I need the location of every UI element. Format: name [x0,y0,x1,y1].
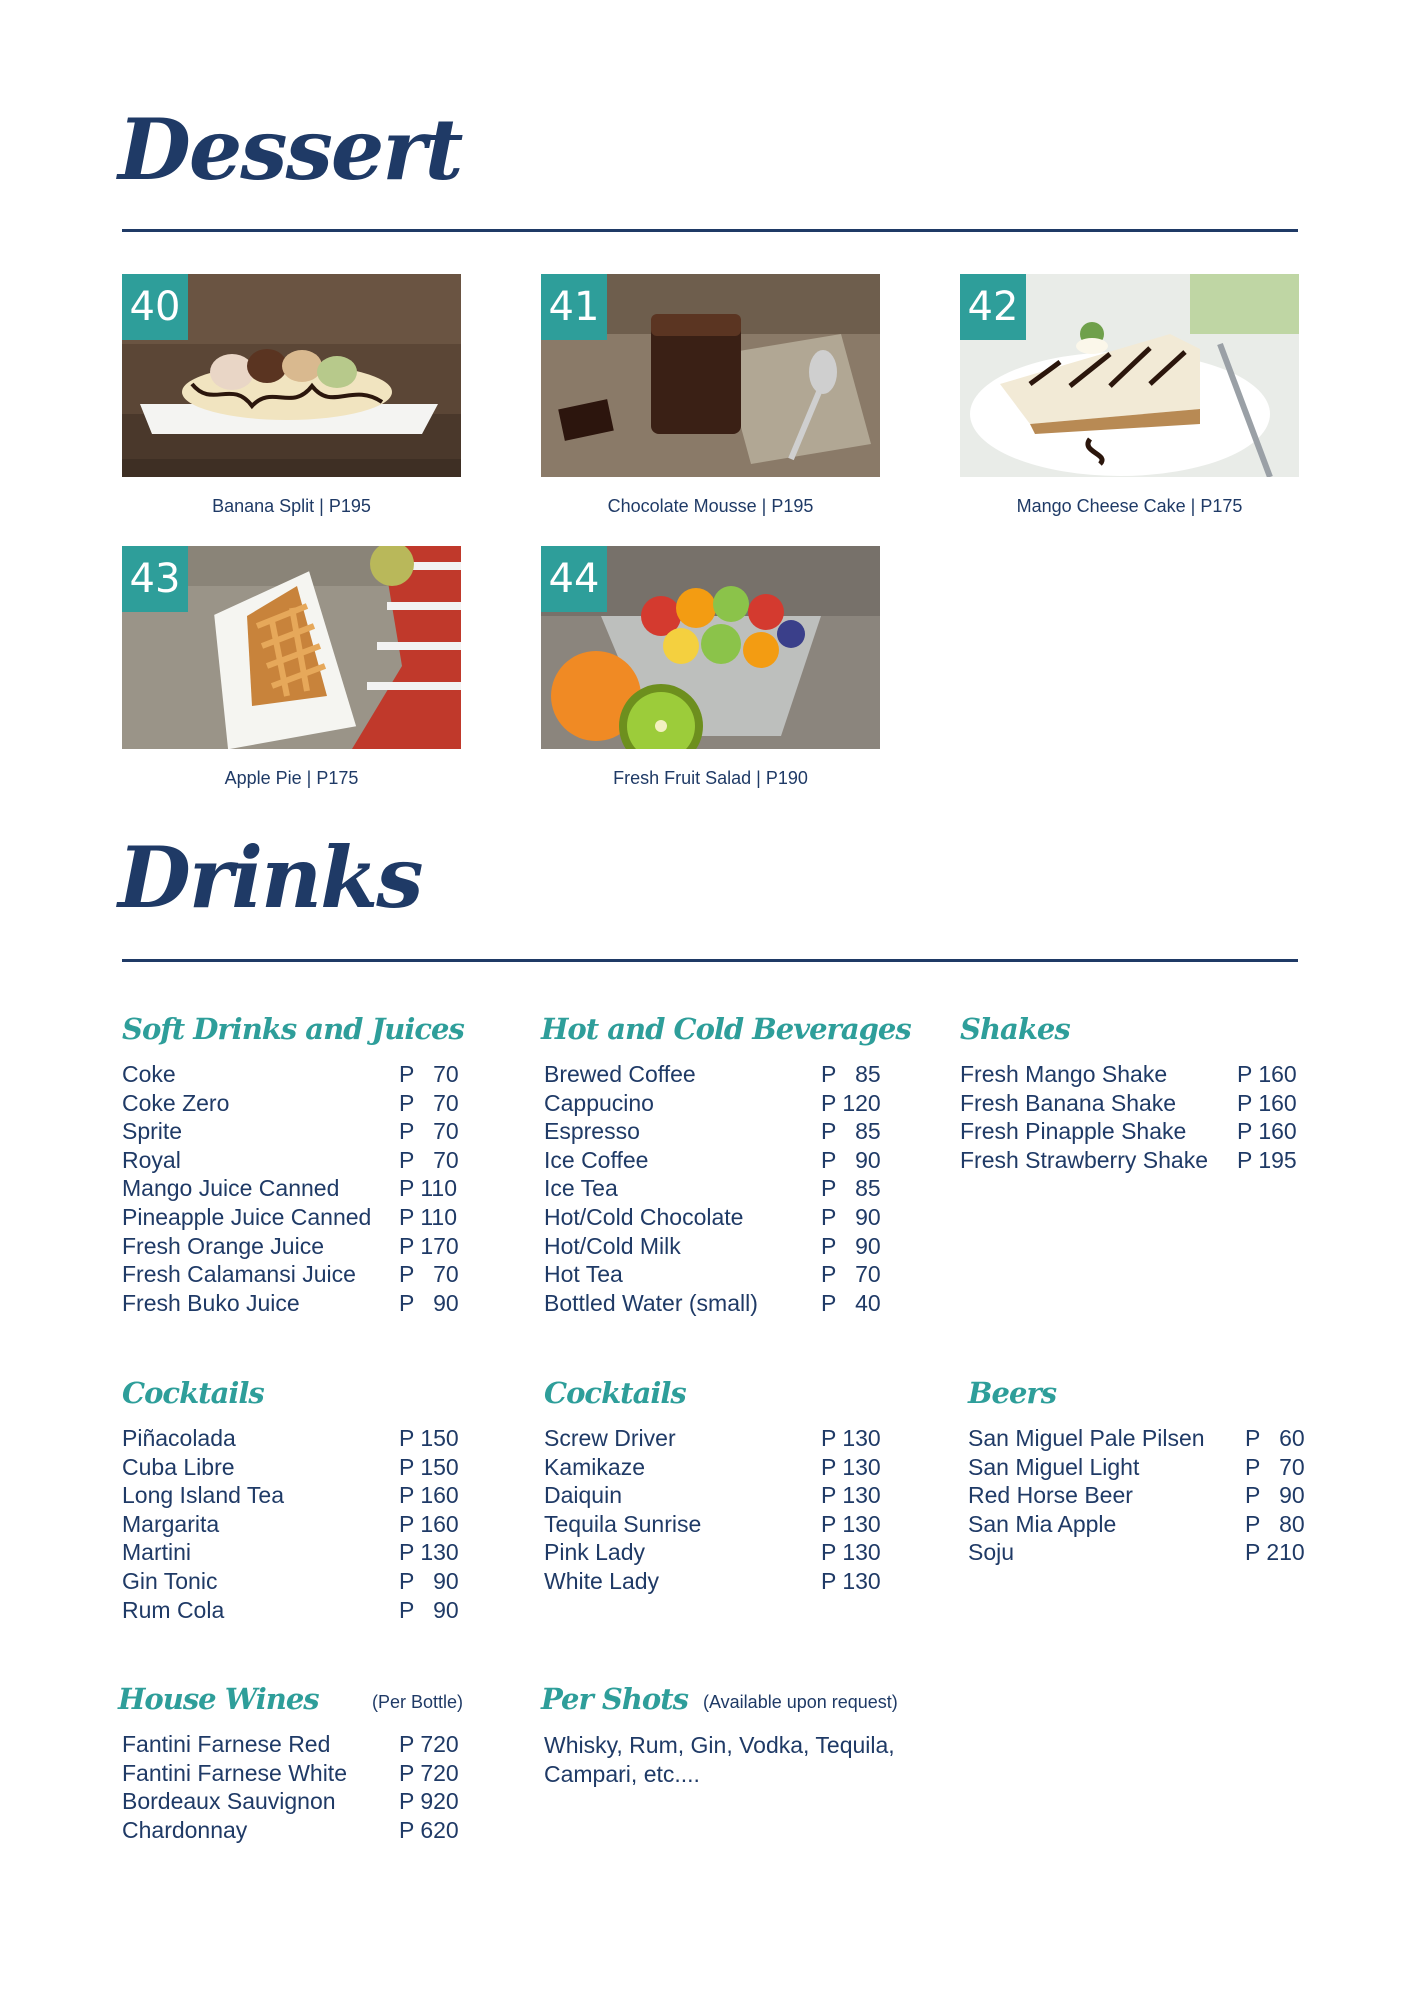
item-price: P 80 [1245,1510,1305,1537]
menu-item-row [544,1232,884,1261]
item-name: Margarita [122,1510,220,1537]
shakes-heading: Shakes [960,1012,1070,1046]
drinks-divider [122,959,1298,962]
item-price: P 120 [821,1089,881,1116]
menu-item-row [960,1146,1300,1175]
item-name: Bottled Water (small) [544,1289,758,1316]
fresh-fruit-salad-photo [541,546,880,749]
menu-item-row [122,1567,462,1596]
item-name: Kamikaze [544,1453,645,1480]
per-shots-line: Whisky, Rum, Gin, Vodka, Tequila, [544,1732,895,1758]
menu-item-row [544,1481,884,1510]
menu-item-row [122,1289,462,1318]
menu-item-row [122,1730,462,1759]
item-name: Fresh Buko Juice [122,1289,300,1316]
menu-item-row [122,1089,462,1118]
item-price: P 720 [399,1731,459,1757]
menu-item-row [960,1117,1300,1146]
item-price: P 70 [399,1089,459,1116]
item-price: P 130 [821,1539,881,1566]
item-price: P 90 [821,1232,881,1259]
soft-drinks-list [122,1060,462,1317]
item-name: Screw Driver [544,1425,676,1451]
menu-item-row [968,1481,1308,1510]
banana-split-photo [122,274,461,477]
menu-item-row [122,1260,462,1289]
cocktails-heading-2: Cocktails [544,1376,686,1410]
menu-item-row [122,1424,462,1453]
item-name: San Miguel Pale Pilsen [968,1425,1205,1451]
drinks-title: Drinks [118,828,422,927]
per-shots-heading: Per Shots [541,1682,688,1716]
menu-item-row [544,1203,884,1232]
menu-item-row [122,1538,462,1567]
item-name: Cuba Libre [122,1453,235,1480]
item-name: Bordeaux Sauvignon [122,1788,336,1815]
item-name: Fantini Farnese White [122,1759,347,1786]
item-price: P 90 [1245,1482,1305,1509]
menu-item-row [544,1424,884,1453]
item-name: Piñacolada [122,1425,236,1451]
cocktails-list [122,1424,462,1624]
menu-item-row [122,1203,462,1232]
cocktails-heading: Cocktails [122,1376,264,1410]
menu-item-row [544,1089,884,1118]
item-price: P 720 [399,1759,459,1786]
menu-item-row [122,1453,462,1482]
apple-pie-caption: Apple Pie | P175 [224,768,359,788]
item-name: Espresso [544,1118,640,1145]
item-name: Fresh Mango Shake [960,1061,1168,1087]
item-price: P 85 [821,1175,881,1202]
item-name: Ice Coffee [544,1146,649,1173]
item-name: Rum Cola [122,1596,225,1623]
item-name: Royal [122,1146,181,1173]
menu-item-row [544,1146,884,1175]
menu-item-row [544,1567,884,1596]
menu-item-row [544,1453,884,1482]
cocktails-list-2 [544,1424,884,1596]
chocolate-mousse-photo [541,274,880,477]
menu-item-row [544,1510,884,1539]
menu-item-row [544,1538,884,1567]
beers-heading: Beers [968,1376,1057,1410]
item-name: Cappucino [544,1089,654,1116]
item-name: Sprite [122,1118,183,1145]
item-name: White Lady [544,1567,660,1594]
menu-item-row [122,1232,462,1261]
item-name: Chardonnay [122,1816,248,1843]
item-price: P 90 [821,1146,881,1173]
item-number-badge: 40 [122,274,188,340]
item-name: Fantini Farnese Red [122,1731,331,1757]
menu-item-row [122,1787,462,1816]
item-name: Red Horse Beer [968,1482,1133,1509]
item-name: Martini [122,1539,192,1566]
item-name: Tequila Sunrise [544,1510,702,1537]
item-price: P 40 [821,1289,881,1316]
item-number-badge: 41 [541,274,607,340]
item-price: P 160 [1237,1118,1297,1145]
item-price: P 160 [399,1482,459,1509]
item-price: P 195 [1237,1146,1297,1173]
mango-cheese-cake-caption: Mango Cheese Cake | P175 [1016,496,1243,516]
item-price: P 70 [399,1118,459,1145]
menu-item-row [960,1060,1300,1089]
hot-cold-beverages-list [544,1060,884,1317]
mango-cheese-cake-photo [960,274,1299,477]
item-price: P 90 [399,1567,459,1594]
house-wines-heading: House Wines [118,1682,319,1716]
item-name: Fresh Banana Shake [960,1089,1177,1116]
menu-item-row [544,1174,884,1203]
item-price: P 160 [399,1510,459,1537]
house-wines-note: (Per Bottle) [372,1692,464,1712]
item-price: P 90 [399,1596,459,1623]
menu-item-row [122,1759,462,1788]
item-name: Fresh Calamansi Juice [122,1261,356,1288]
shakes-list [960,1060,1300,1174]
banana-split-caption: Banana Split | P195 [212,496,371,516]
item-number-badge: 44 [541,546,607,612]
item-name: Gin Tonic [122,1567,218,1594]
menu-item-row [122,1510,462,1539]
menu-item-row [544,1117,884,1146]
item-price: P 920 [399,1788,459,1815]
item-price: P 130 [399,1539,459,1566]
item-name: Fresh Strawberry Shake [960,1146,1208,1173]
item-name: Brewed Coffee [544,1061,696,1087]
item-name: Hot/Cold Chocolate [544,1203,744,1230]
item-price: P 160 [1237,1089,1297,1116]
item-price: P 70 [399,1061,459,1087]
item-name: Fresh Pinapple Shake [960,1118,1187,1145]
item-price: P 85 [821,1118,881,1145]
item-price: P 130 [821,1482,881,1509]
menu-item-row [122,1596,462,1625]
menu-item-row [122,1060,462,1089]
item-number-badge: 42 [960,274,1026,340]
menu-item-row [122,1481,462,1510]
menu-item-row [544,1289,884,1318]
item-price: P 90 [821,1203,881,1230]
item-price: P 70 [821,1261,881,1288]
item-name: Hot/Cold Milk [544,1232,681,1259]
menu-item-row [968,1538,1308,1567]
item-name: Long Island Tea [122,1482,284,1509]
dessert-divider [122,229,1298,232]
per-shots-note: (Available upon request) [703,1692,898,1712]
item-price: P 130 [821,1425,881,1451]
menu-item-row [968,1510,1308,1539]
item-price: P 150 [399,1425,459,1451]
menu-item-row [122,1174,462,1203]
item-price: P 70 [1245,1453,1305,1480]
item-price: P 110 [399,1203,457,1230]
per-shots-line: Campari, etc.... [544,1761,700,1787]
item-price: P 70 [399,1261,459,1288]
item-price: P 60 [1245,1425,1305,1451]
item-price: P 110 [399,1175,457,1202]
item-price: P 210 [1245,1539,1305,1566]
item-price: P 85 [821,1061,881,1087]
item-price: P 130 [821,1510,881,1537]
item-name: Hot Tea [544,1261,623,1288]
item-price: P 170 [399,1232,459,1259]
item-number-badge: 43 [122,546,188,612]
item-name: Pink Lady [544,1539,646,1566]
per-shots-text [544,1731,944,1789]
item-name: Pineapple Juice Canned [122,1203,372,1230]
item-name: Soju [968,1539,1015,1566]
item-name: Daiquin [544,1482,622,1509]
item-price: P 130 [821,1453,881,1480]
item-price: P 90 [399,1289,459,1316]
item-price: P 130 [821,1567,881,1594]
item-name: Ice Tea [544,1175,618,1202]
soft-drinks-heading: Soft Drinks and Juices [122,1012,464,1046]
item-price: P 160 [1237,1061,1297,1087]
item-name: San Mia Apple [968,1510,1117,1537]
menu-item-row [122,1117,462,1146]
item-price: P 70 [399,1146,459,1173]
item-name: Coke [122,1061,176,1087]
apple-pie-photo [122,546,461,749]
item-price: P 150 [399,1453,459,1480]
fresh-fruit-salad-caption: Fresh Fruit Salad | P190 [613,768,808,788]
menu-item-row [122,1816,462,1845]
item-name: San Miguel Light [968,1453,1140,1480]
menu-item-row [968,1424,1308,1453]
item-price: P 620 [399,1816,459,1843]
hot-cold-beverages-heading: Hot and Cold Beverages [541,1012,911,1046]
item-name: Coke Zero [122,1089,230,1116]
menu-item-row [968,1453,1308,1482]
menu-item-row [122,1146,462,1175]
house-wines-list [122,1730,462,1844]
item-name: Mango Juice Canned [122,1175,340,1202]
menu-item-row [544,1260,884,1289]
dessert-title: Dessert [118,100,462,199]
beers-list [968,1424,1308,1567]
menu-item-row [960,1089,1300,1118]
chocolate-mousse-caption: Chocolate Mousse | P195 [607,496,814,516]
item-name: Fresh Orange Juice [122,1232,324,1259]
menu-item-row [544,1060,884,1089]
